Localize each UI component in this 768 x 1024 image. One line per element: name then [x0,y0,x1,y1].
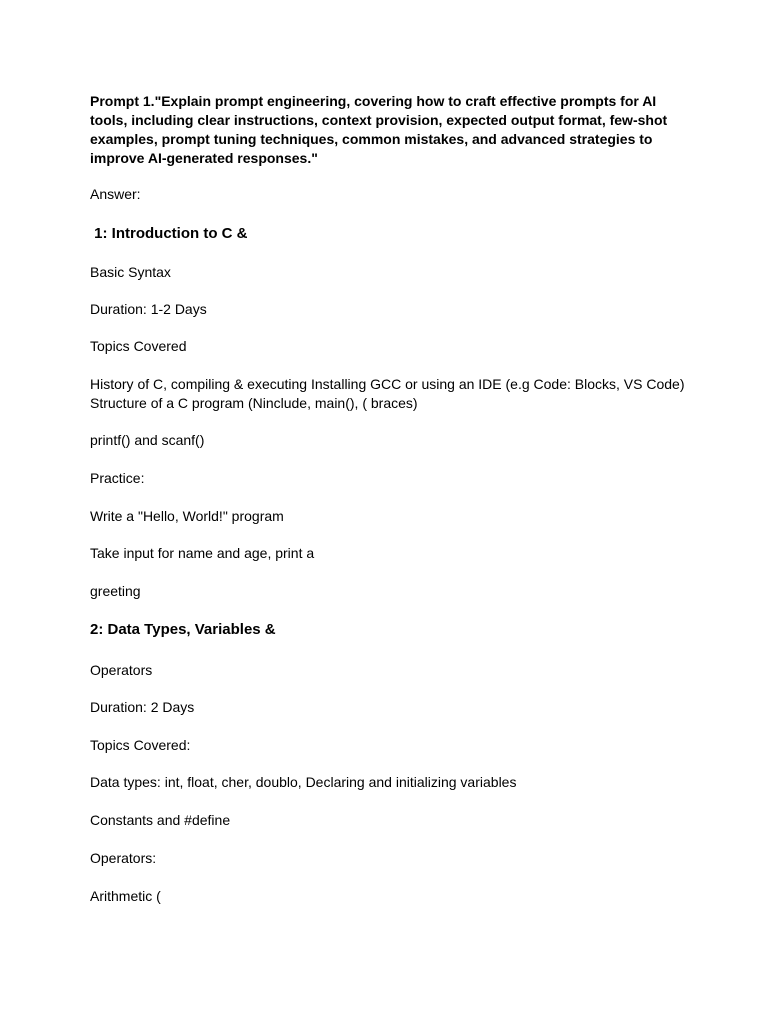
section1-duration: Duration: 1-2 Days [90,301,207,317]
section2-topics-label: Topics Covered: [90,737,191,753]
topics-line: Structure of a C program (Ninclude, main(), ( braces) [90,395,418,411]
section1-heading: 1: Introduction to C & [90,225,248,242]
section1-topics-label: Topics Covered [90,338,187,354]
prompt-paragraph [90,92,690,168]
section2-duration: Duration: 2 Days [90,699,195,715]
section1-io-functions: printf() and scanf() [90,432,205,448]
section1-practice-item: Write a "Hello, World!" program [90,508,284,524]
prompt-line: examples, prompt tuning techniques, common mistakes, and advanced strategies to [90,131,653,147]
prompt-line: Prompt 1."Explain prompt engineering, covering how to craft effective prompts for AI [90,93,657,109]
section1-practice-label: Practice: [90,470,145,486]
section1-heading-continued: Basic Syntax [90,264,171,280]
section2-arithmetic: Arithmetic ( [90,888,161,904]
prompt-line: tools, including clear instructions, context provision, expected output format, few-shot [90,112,668,128]
section2-topic: Data types: int, float, cher, doublo, Declaring and initializing variables [90,774,517,790]
topics-line: History of C, compiling & executing Installing GCC or using an IDE (e.g Code: Blocks, VS Code) [90,376,685,392]
section1-topics-text [90,375,684,413]
section2-heading: 2: Data Types, Variables & [90,621,276,638]
answer-label: Answer: [90,186,141,202]
prompt-line: improve AI-generated responses." [90,150,318,166]
section2-operators-label: Operators: [90,850,157,866]
section2-heading-continued: Operators [90,662,153,678]
section1-practice-item-continued: greeting [90,583,141,599]
section2-topic: Constants and #define [90,812,231,828]
section1-practice-item: Take input for name and age, print a [90,545,315,561]
